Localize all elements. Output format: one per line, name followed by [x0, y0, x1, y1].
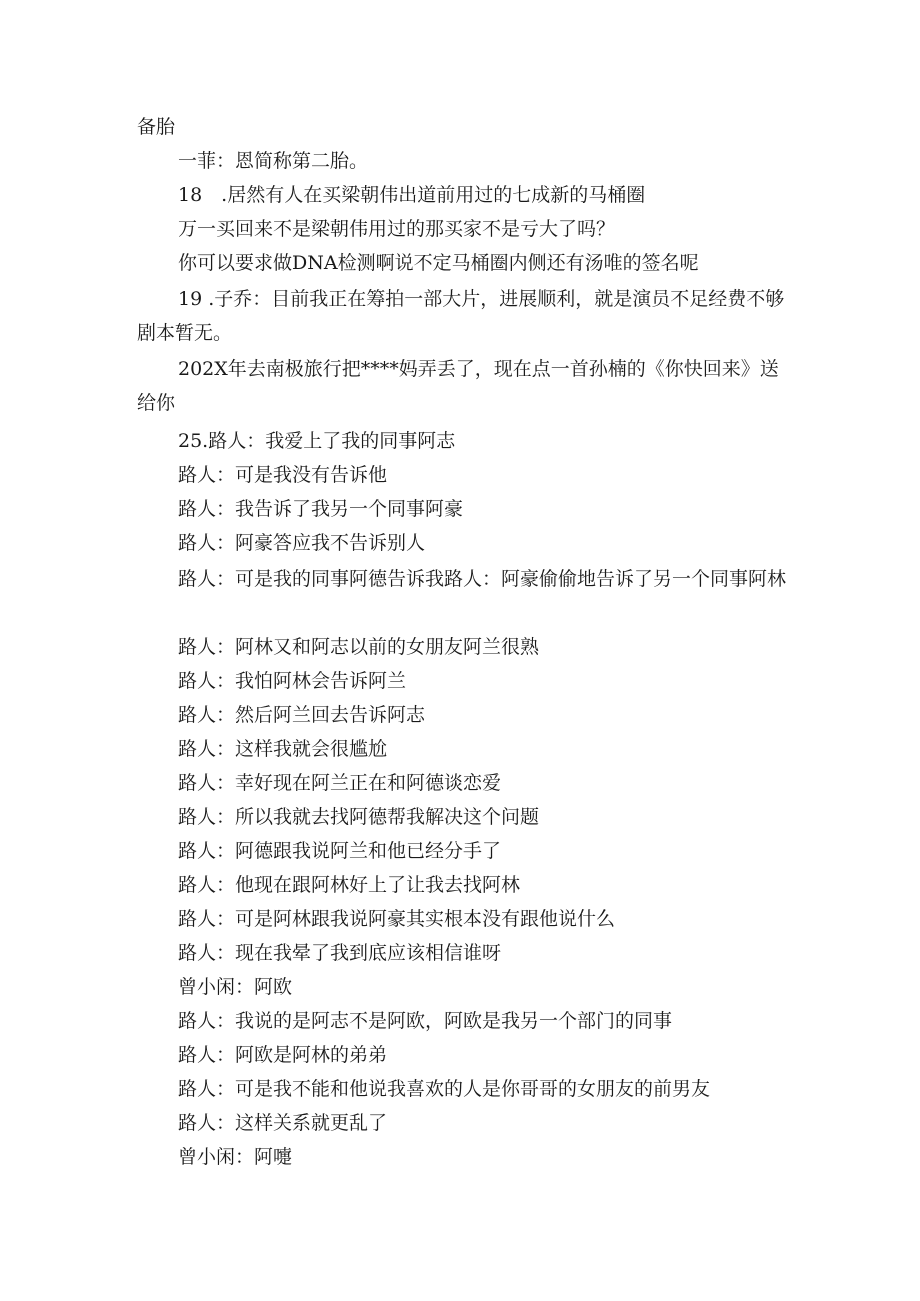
text-line: 路人：可是我的同事阿德告诉我路人：阿豪偷偷地告诉了另一个同事阿林: [178, 568, 787, 590]
text-line: 路人：阿豪答应我不告诉别人: [178, 532, 426, 554]
text-line: 曾小闲：阿嚏: [178, 1146, 293, 1168]
text-line: 路人：可是阿林跟我说阿豪其实根本没有跟他说什么: [178, 908, 616, 930]
text-line: 你可以要求做DNA检测啊说不定马桶圈内侧还有汤唯的签名呢: [178, 252, 699, 274]
text-line: 路人：阿德跟我说阿兰和他已经分手了: [178, 840, 502, 862]
text-line: 18 .居然有人在买梁朝伟出道前用过的七成新的马桶圈: [178, 184, 646, 206]
text-line: 路人：我说的是阿志不是阿欧，阿欧是我另一个部门的同事: [178, 1010, 673, 1032]
text-line: 曾小闲：阿欧: [178, 976, 293, 998]
text-line: 路人：阿欧是阿林的弟弟: [178, 1044, 388, 1066]
text-line: 路人：阿林又和阿志以前的女朋友阿兰很熟: [178, 636, 540, 658]
text-line: 万一买回来不是梁朝伟用过的那买家不是亏大了吗？: [178, 218, 616, 240]
text-line: 路人：这样我就会很尴尬: [178, 738, 388, 760]
text-line: 路人：我怕阿林会告诉阿兰: [178, 670, 407, 692]
text-line: 19 .子乔：目前我正在筹拍一部大片，进展顺利，就是演员不足经费不够剧本暂无。: [137, 288, 785, 344]
text-line: 备胎: [137, 116, 176, 138]
text-line: 路人：幸好现在阿兰正在和阿德谈恋爱: [178, 772, 502, 794]
text-line: 路人：他现在跟阿林好上了让我去找阿林: [178, 874, 521, 896]
text-line: 202X年去南极旅行把****妈弄丢了，现在点一首孙楠的《你快回来》送给你: [137, 358, 779, 414]
text-line: 路人：可是我没有告诉他: [178, 464, 388, 486]
text-line: 路人：然后阿兰回去告诉阿志: [178, 704, 426, 726]
text-line: 25.路人：我爱上了我的同事阿志: [178, 430, 456, 452]
text-line: 路人：我告诉了我另一个同事阿豪: [178, 498, 464, 520]
text-line: 路人：这样关系就更乱了: [178, 1112, 388, 1134]
text-line: 路人：可是我不能和他说我喜欢的人是你哥哥的女朋友的前男友: [178, 1078, 711, 1100]
text-line: 路人：所以我就去找阿德帮我解决这个问题: [178, 806, 540, 828]
text-line: 一菲：恩简称第二胎。: [178, 150, 369, 172]
text-line: 路人：现在我晕了我到底应该相信谁呀: [178, 942, 502, 964]
